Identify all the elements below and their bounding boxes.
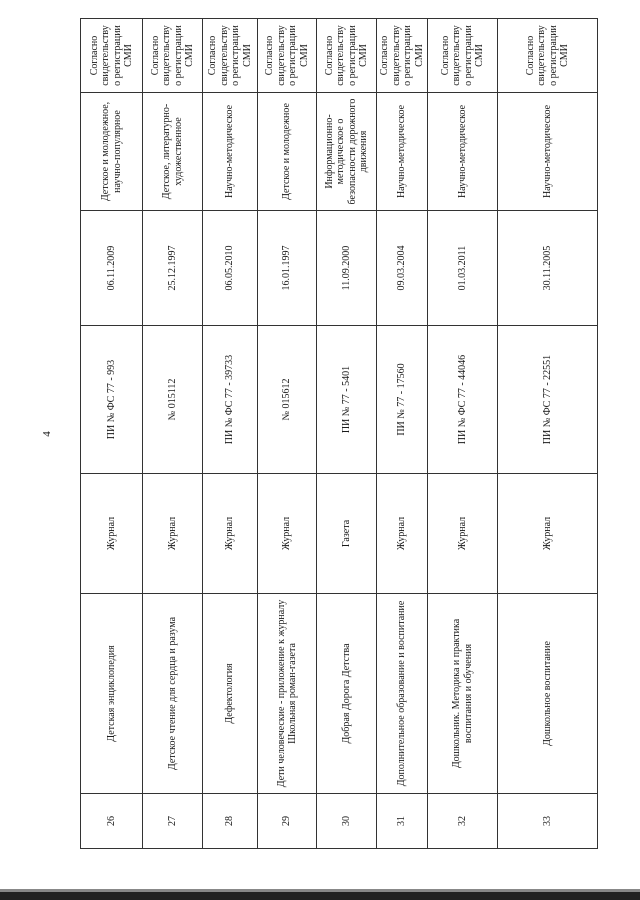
publication-type: Газета xyxy=(317,474,377,594)
row-number: 27 xyxy=(143,794,203,849)
row-number: 32 xyxy=(428,794,498,849)
registration-date: 09.03.2004 xyxy=(377,211,428,326)
publication-category: Научно-методическое xyxy=(203,93,258,211)
publication-category: Информационно-методическое о безопасности дорожного движения xyxy=(317,93,377,211)
registration-date: 30.11.2005 xyxy=(498,211,598,326)
publication-type: Журнал xyxy=(258,474,317,594)
registration-basis: Согласно свидетельству о регистрации СМИ xyxy=(258,19,317,93)
registration-number: ПИ № 77 - 5401 xyxy=(317,326,377,474)
registration-number: ПИ № ФС 77 - 22551 xyxy=(498,326,598,474)
table-row xyxy=(81,19,143,849)
registry-table-wrapper xyxy=(80,19,595,849)
publication-title: Детская энциклопедия xyxy=(81,594,143,794)
registration-date: 11.09.2000 xyxy=(317,211,377,326)
publication-type: Журнал xyxy=(498,474,598,594)
registration-number: ПИ № ФС 77 - 993 xyxy=(81,326,143,474)
publication-type: Журнал xyxy=(377,474,428,594)
publication-type: Журнал xyxy=(81,474,143,594)
registry-table xyxy=(80,18,598,849)
publication-type: Журнал xyxy=(143,474,203,594)
registration-basis: Согласно свидетельству о регистрации СМИ xyxy=(81,19,143,93)
registration-number: № 015612 xyxy=(258,326,317,474)
row-number: 28 xyxy=(203,794,258,849)
row-number: 31 xyxy=(377,794,428,849)
registration-basis: Согласно свидетельству о регистрации СМИ xyxy=(498,19,598,93)
registration-date: 25.12.1997 xyxy=(143,211,203,326)
publication-title: Дети человеческие - приложение к журналу Школьная роман-газета xyxy=(258,594,317,794)
publication-type: Журнал xyxy=(203,474,258,594)
scan-edge xyxy=(0,892,640,900)
row-number: 33 xyxy=(498,794,598,849)
publication-category: Научно-методическое xyxy=(377,93,428,211)
table-row xyxy=(317,19,377,849)
publication-category: Детское и молодежное, научно-популярное xyxy=(81,93,143,211)
table-row xyxy=(143,19,203,849)
publication-category: Научно-методическое xyxy=(428,93,498,211)
publication-title: Дошкольное воспитание xyxy=(498,594,598,794)
registration-number: № 015112 xyxy=(143,326,203,474)
registration-date: 16.01.1997 xyxy=(258,211,317,326)
publication-title: Дополнительное образование и воспитание xyxy=(377,594,428,794)
registration-date: 06.11.2009 xyxy=(81,211,143,326)
publication-title: Дошкольник. Методика и практика воспитания и обучения xyxy=(428,594,498,794)
publication-type: Журнал xyxy=(428,474,498,594)
publication-title: Дефектология xyxy=(203,594,258,794)
registration-number: ПИ № 77 - 17560 xyxy=(377,326,428,474)
registration-basis: Согласно свидетельству о регистрации СМИ xyxy=(203,19,258,93)
row-number: 30 xyxy=(317,794,377,849)
table-row xyxy=(258,19,317,849)
registration-number: ПИ № ФС 77 - 44046 xyxy=(428,326,498,474)
row-number: 29 xyxy=(258,794,317,849)
registration-date: 06.05.2010 xyxy=(203,211,258,326)
registration-basis: Согласно свидетельству о регистрации СМИ xyxy=(317,19,377,93)
publication-title: Добрая Дорога Детства xyxy=(317,594,377,794)
registration-date: 01.03.2011 xyxy=(428,211,498,326)
registration-basis: Согласно свидетельству о регистрации СМИ xyxy=(428,19,498,93)
registration-basis: Согласно свидетельству о регистрации СМИ xyxy=(143,19,203,93)
row-number: 26 xyxy=(81,794,143,849)
table-row xyxy=(498,19,598,849)
table-row xyxy=(377,19,428,849)
table-row xyxy=(203,19,258,849)
publication-title: Детское чтение для сердца и разума xyxy=(143,594,203,794)
publication-category: Детское и молодежное xyxy=(258,93,317,211)
publication-category: Научно-методическое xyxy=(498,93,598,211)
publication-category: Детское, литературно-художественное xyxy=(143,93,203,211)
registration-number: ПИ № ФС 77 - 39733 xyxy=(203,326,258,474)
registration-basis: Согласно свидетельству о регистрации СМИ xyxy=(377,19,428,93)
page-number: 4 xyxy=(40,431,53,437)
table-row xyxy=(428,19,498,849)
